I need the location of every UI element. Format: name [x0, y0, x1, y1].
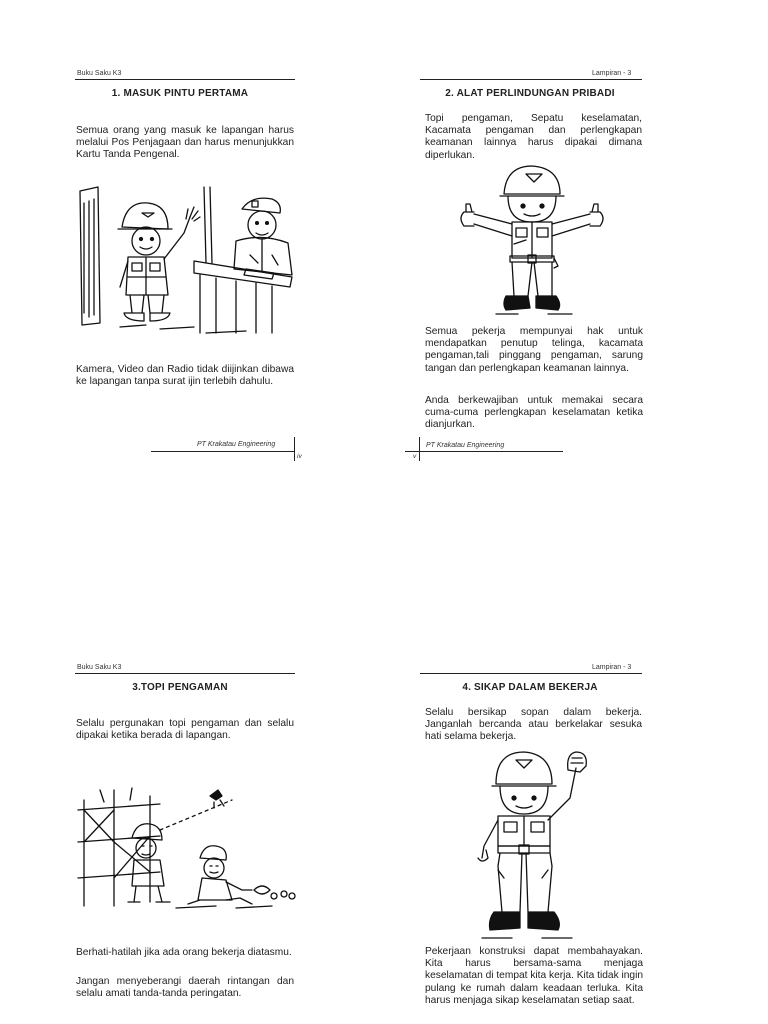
header-right: Lampiran - 3 — [592, 70, 632, 77]
page-number: iv — [297, 453, 302, 460]
ppe-worker-illustration — [456, 162, 608, 318]
paragraph: Anda berkewajiban untuk memakai secara cuma-cuma perlengkapan keselamatan ketika dianjurkan. — [425, 395, 643, 431]
paragraph: Berhati-hatilah jika ada orang bekerja diatasmu. — [76, 947, 292, 958]
header-rule — [420, 673, 642, 674]
header-rule — [420, 79, 642, 80]
paragraph: Pekerjaan konstruksi dapat membahayakan. Kita harus bersama-sama menjaga keselamatan di tempat kita kerja. Kita tidak ingin pulang ke rumah dalam keadaan terluka. Kita harus menjaga sikap keselamatan setiap saat. — [425, 946, 644, 1006]
header-left: Buku Saku K3 — [77, 70, 122, 77]
section-title: 3.TOPI PENGAMAN — [132, 682, 228, 693]
header-right: Lampiran - 3 — [592, 664, 632, 671]
footer-rule — [405, 451, 563, 452]
footer-divider — [419, 437, 420, 461]
section-title: 2. ALAT PERLINDUNGAN PRIBADI — [445, 88, 615, 99]
header-rule — [75, 79, 295, 80]
header-left: Buku Saku K3 — [77, 664, 122, 671]
footer-company: PT Krakatau Engineering — [197, 441, 276, 448]
footer-company: PT Krakatau Engineering — [426, 442, 505, 449]
paragraph: Jangan menyeberangi daerah rintangan dan selalu amati tanda-tanda peringatan. — [76, 976, 294, 1000]
footer-divider — [294, 437, 295, 461]
paragraph: Kamera, Video dan Radio tidak diijinkan dibawa ke lapangan tanpa surat ijin terlebih dahulu. — [76, 364, 294, 388]
paragraph: Topi pengaman, Sepatu keselamatan, Kacamata pengaman dan perlengkapan keamanan lainnya harus dipakai dimana diperlukan. — [425, 113, 642, 161]
falling-object-illustration — [76, 786, 298, 914]
paragraph: Selalu pergunakan topi pengaman dan selalu dipakai ketika berada di lapangan. — [76, 718, 294, 742]
guard-post-illustration — [76, 183, 298, 343]
header-rule — [75, 673, 295, 674]
section-title: 4. SIKAP DALAM BEKERJA — [462, 682, 598, 693]
section-title: 1. MASUK PINTU PERTAMA — [111, 88, 249, 99]
paragraph: Selalu bersikap sopan dalam bekerja. Janganlah bercanda atau berkelakar sesuka hati selama bekerja. — [425, 707, 642, 743]
paragraph: Semua pekerja mempunyai hak untuk mendapatkan penutup telinga, kacamata pengaman,tali pinggang pengaman, sarung tangan dan perlengkapan keamanan lainnya. — [425, 326, 643, 374]
paragraph: Semua orang yang masuk ke lapangan harus melalui Pos Penjagaan dan harus menunjukkan Kartu Tanda Pengenal. — [76, 125, 294, 161]
footer-rule — [151, 451, 294, 452]
page-number: v — [413, 453, 417, 460]
saluting-worker-illustration — [468, 746, 594, 944]
